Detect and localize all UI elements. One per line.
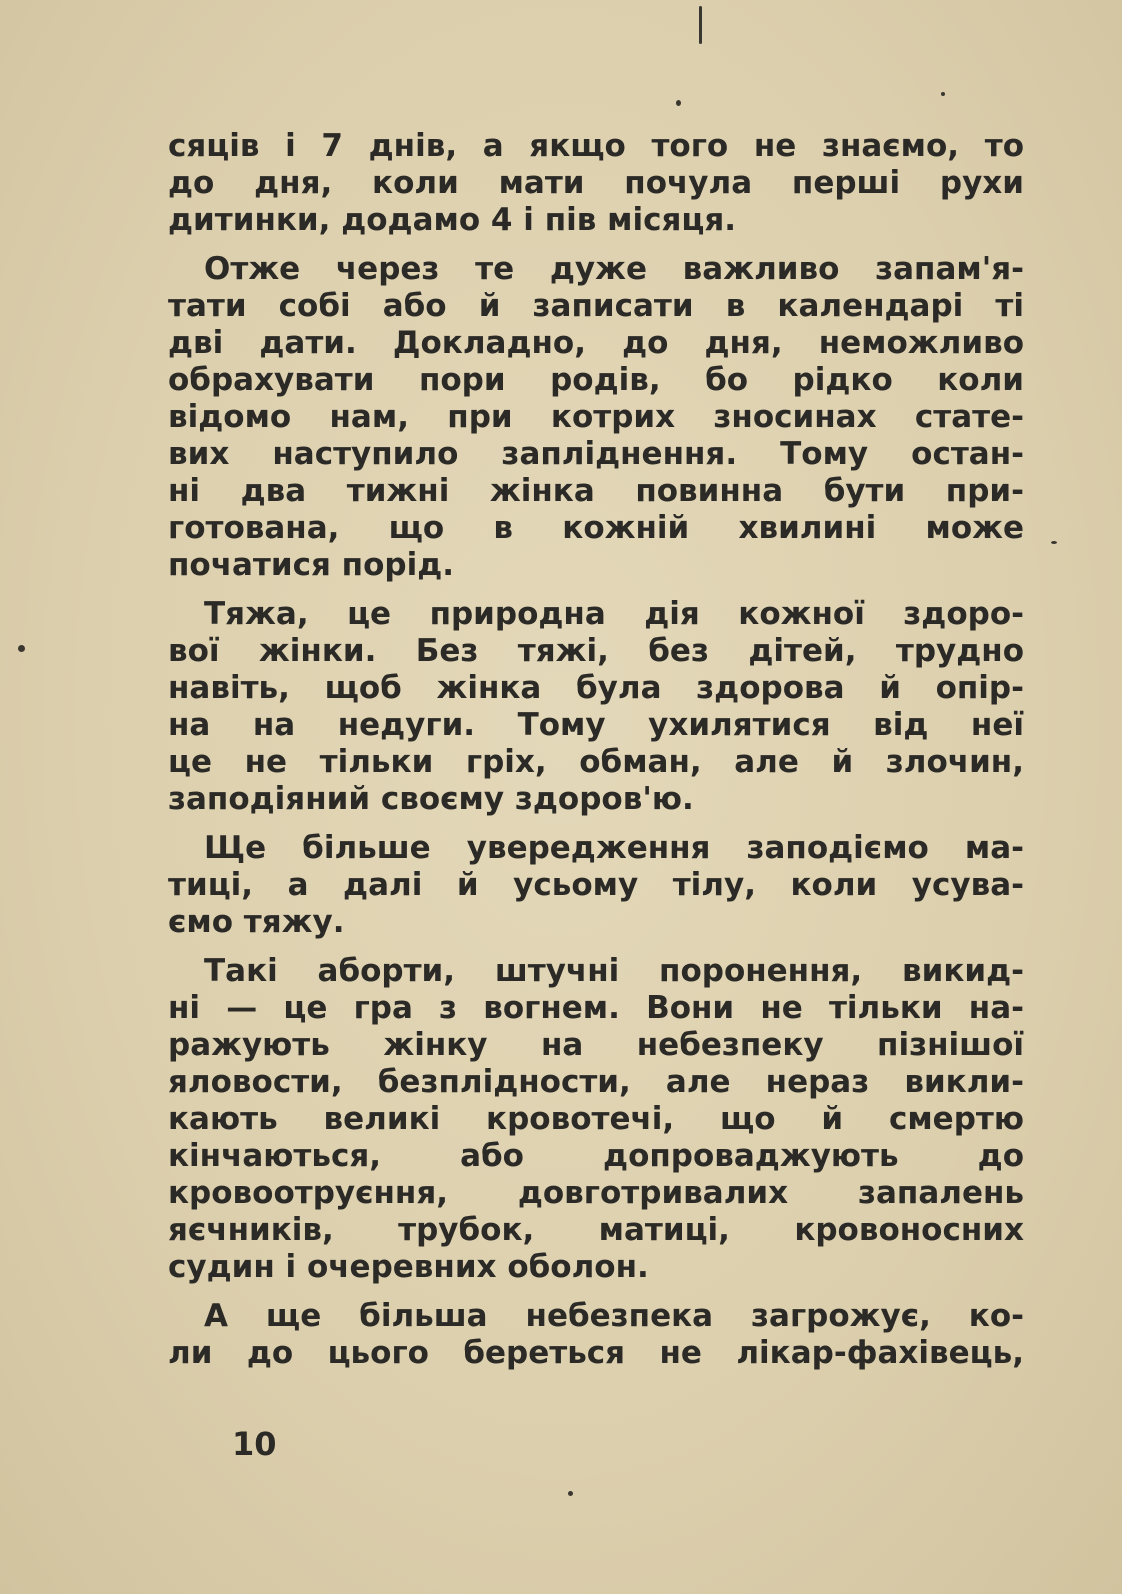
text-line: Такі аборти, штучні поронення, викид- (204, 953, 1024, 989)
text-line: заподіяний своєму здоров'ю. (168, 781, 694, 817)
paragraph (168, 128, 1024, 239)
paper-speck (941, 92, 945, 96)
paragraph-continuation (168, 633, 1024, 818)
text-line: Ще більше увередження заподіємо ма- (204, 830, 1024, 866)
text-line: вої жінки. Без тяжі, без дітей, трудно (168, 633, 1024, 669)
paragraph (168, 596, 1024, 633)
text-line: дві дати. Докладно, до дня, неможливо (168, 325, 1024, 361)
text-line: ражують жінку на небезпеку пізнішої (168, 1027, 1024, 1063)
text-line: кровоотруєння, довготривалих запалень (168, 1175, 1024, 1211)
text-line: ні — це гра з вогнем. Вони не тільки на- (168, 990, 1024, 1026)
text-line: А ще більша небезпека загрожує, ко- (204, 1298, 1024, 1334)
text-line: до дня, коли мати почула перші рухи (168, 165, 1024, 201)
text-line: кають великі кровотечі, що й смертю (168, 1101, 1024, 1137)
paragraph (168, 953, 1024, 990)
text-line: кінчаються, або допроваджують до (168, 1138, 1024, 1174)
paper-speck (1051, 541, 1057, 544)
text-line: відомо нам, при котрих зносинах стате- (168, 399, 1024, 435)
text-line: судин і очеревних оболон. (168, 1249, 649, 1285)
text-line: тати собі або й записати в календарі ті (168, 288, 1024, 324)
text-line: яловости, безплідности, але нераз викли- (168, 1064, 1024, 1100)
page-number: 10 (232, 1425, 277, 1463)
paragraph-continuation (168, 288, 1024, 584)
paragraph (168, 1298, 1024, 1335)
paragraph-continuation (168, 990, 1024, 1286)
paragraph (168, 830, 1024, 867)
text-line: ні два тижні жінка повинна бути при- (168, 473, 1024, 509)
text-line: вих наступило запліднення. Тому остан- (168, 436, 1024, 472)
text-line: сяців і 7 днів, а якщо того не знаємо, то (168, 128, 1024, 164)
text-line: ли до цього береться не лікар-фахівець, (168, 1335, 1024, 1371)
text-line: на на недуги. Тому ухилятися від неї (168, 707, 1024, 743)
text-line: дитинки, додамо 4 і пів місяця. (168, 202, 737, 238)
text-line: ємо тяжу. (168, 904, 345, 940)
text-line: яєчників, трубок, матиці, кровоносних (168, 1212, 1024, 1248)
paragraph-continuation (168, 1335, 1024, 1372)
text-line: це не тільки гріх, обман, але й злочин, (168, 744, 1024, 780)
text-line: початися порід. (168, 547, 455, 583)
paper-speck (18, 645, 25, 652)
text-line: навіть, щоб жінка була здорова й опір- (168, 670, 1024, 706)
text-line: Тяжа, це природна дія кожної здоро- (204, 596, 1024, 632)
body-text (168, 128, 1024, 1372)
paragraph (168, 251, 1024, 288)
text-line: Отже через те дуже важливо запам'я- (204, 251, 1024, 287)
text-line: готована, що в кожній хвилині може (168, 510, 1024, 546)
text-line: тиці, а далі й усьому тілу, коли усува- (168, 867, 1024, 903)
paragraph-continuation (168, 867, 1024, 941)
paper-speck (676, 100, 681, 106)
paper-speck (568, 1491, 573, 1496)
text-line: обрахувати пори родів, бо рідко коли (168, 362, 1024, 398)
scan-mark (699, 6, 702, 44)
